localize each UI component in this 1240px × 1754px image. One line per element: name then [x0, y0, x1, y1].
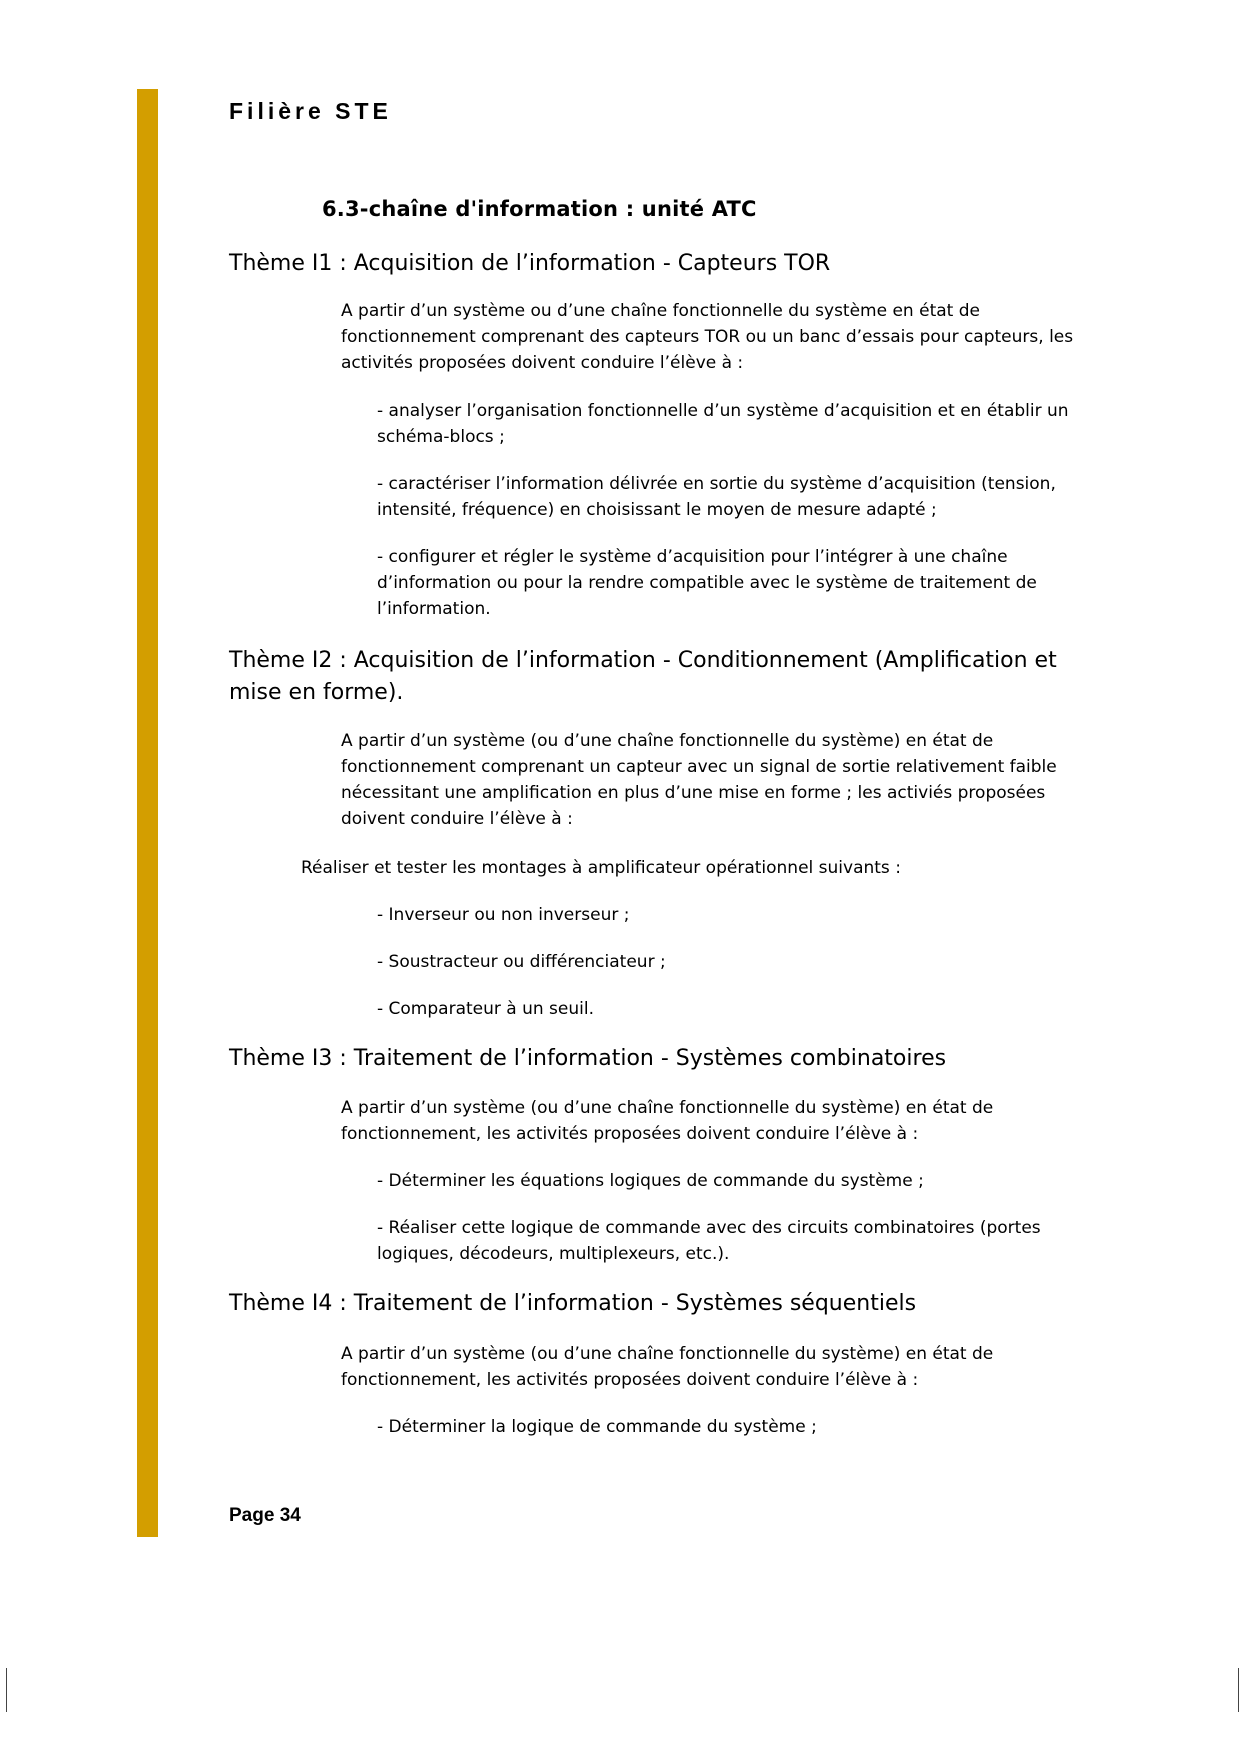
theme-i3-bullet-2: - Réaliser cette logique de commande avec des circuits combinatoires (portes logiques, décodeurs, multiplexeurs, etc.). [377, 1218, 1041, 1264]
theme-i1-bullet-1: - analyser l’organisation fonctionnelle d’un système d’acquisition et en établir un schéma-blocs ; [377, 401, 1069, 447]
theme-i1-intro: A partir d’un système ou d’une chaîne fonctionnelle du système en état de fonctionnement comprenant des capteurs TOR ou un banc d’essais pour capteurs, les activités proposées doivent conduire l’élève à : [341, 301, 1074, 373]
theme-i1-bullet-3: - configurer et régler le système d’acquisition pour l’intégrer à une chaîne d’information ou pour la rendre compatible avec le système de traitement de l’information. [377, 547, 1037, 619]
theme-i3-title: Thème I3 : Traitement de l’information - Systèmes combinatoires [229, 1046, 947, 1071]
crop-mark-left [6, 1668, 7, 1712]
theme-i4-intro: A partir d’un système (ou d’une chaîne fonctionnelle du système) en état de fonctionnement, les activités proposées doivent conduire l’élève à : [341, 1344, 994, 1390]
theme-i1-bullet-2: - caractériser l’information délivrée en sortie du système d’acquisition (tension, intensité, fréquence) en choisissant le moyen de mesure adapté ; [377, 474, 1056, 520]
theme-i4-bullet-1: - Déterminer la logique de commande du système ; [377, 1417, 817, 1437]
theme-i2-title: Thème I2 : Acquisition de l’information - Conditionnement (Amplification et mise en forme). [229, 648, 1057, 705]
page-number: Page 34 [229, 1505, 301, 1526]
accent-sidebar-bar [137, 89, 158, 1537]
crop-mark-right [1238, 1668, 1239, 1712]
theme-i4-title: Thème I4 : Traitement de l’information - Systèmes séquentiels [229, 1291, 917, 1316]
theme-i2-bullet-1: - Inverseur ou non inverseur ; [377, 905, 630, 925]
theme-i2-lead: Réaliser et tester les montages à amplificateur opérationnel suivants : [301, 858, 901, 878]
theme-i1-title: Thème I1 : Acquisition de l’information - Capteurs TOR [229, 251, 831, 276]
section-heading: 6.3-chaîne d'information : unité ATC [322, 197, 757, 221]
theme-i2-bullet-3: - Comparateur à un seuil. [377, 999, 594, 1019]
header-title: Filière STE [229, 98, 392, 124]
theme-i3-intro: A partir d’un système (ou d’une chaîne fonctionnelle du système) en état de fonctionnement, les activités proposées doivent conduire l’élève à : [341, 1098, 994, 1144]
theme-i2-bullet-2: - Soustracteur ou différenciateur ; [377, 952, 666, 972]
theme-i2-intro: A partir d’un système (ou d’une chaîne fonctionnelle du système) en état de fonctionnement comprenant un capteur avec un signal de sortie relativement faible nécessitant une amplification en plus d’une mise en forme ; les activiés proposées doivent conduire l’élève à : [341, 731, 1057, 829]
theme-i3-bullet-1: - Déterminer les équations logiques de commande du système ; [377, 1171, 924, 1191]
